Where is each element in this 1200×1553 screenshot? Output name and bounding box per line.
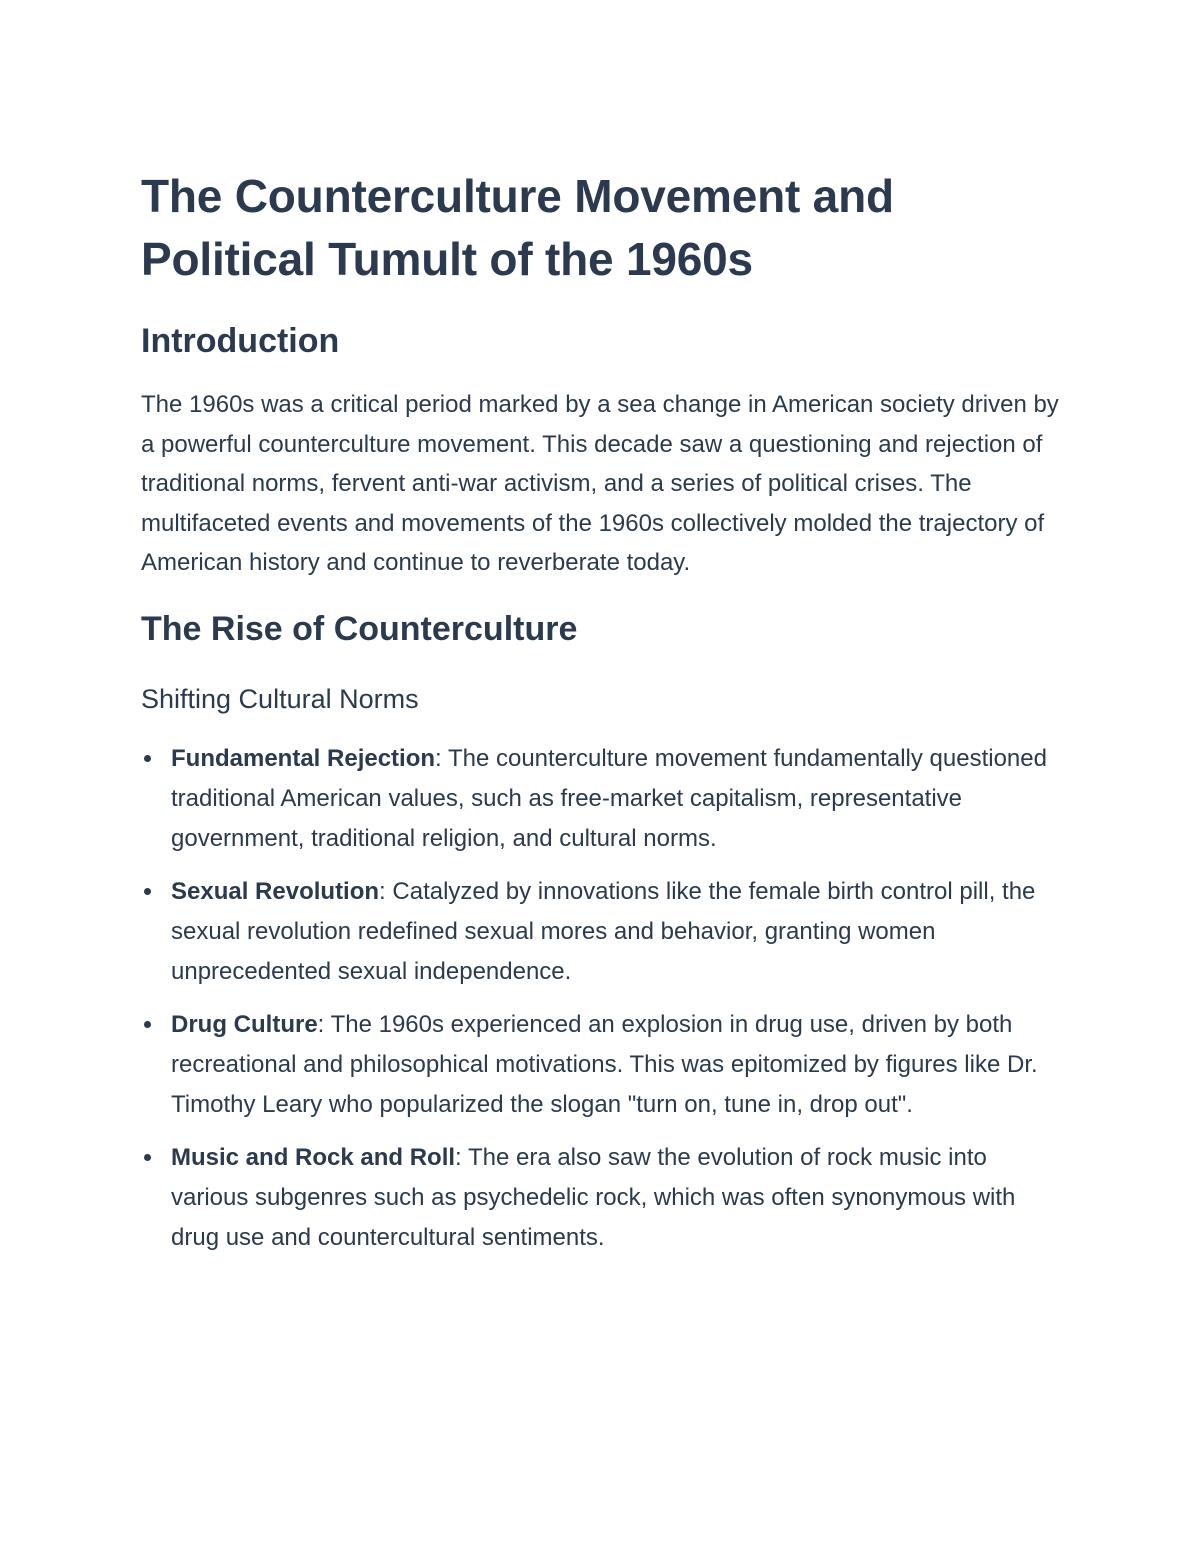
list-item	[141, 1005, 1061, 1125]
list-item-term: Drug Culture	[171, 1010, 318, 1038]
bullet-icon	[144, 1154, 151, 1161]
list-item-text: : The era also saw the evolution of rock music into various subgenres such as psychedelic rock, which was often synonymous with drug use and countercultural sentiments.	[171, 1143, 1016, 1251]
document-page	[141, 165, 1061, 1271]
list-item-text: : Catalyzed by innovations like the female birth control pill, the sexual revolution redefined sexual mores and behavior, granting women unprecedented sexual independence.	[171, 877, 1036, 985]
bullet-icon	[144, 755, 151, 762]
list-item	[141, 739, 1061, 859]
section-heading-rise-of-counterculture: The Rise of Counterculture	[141, 609, 578, 648]
list-item-text: : The 1960s experienced an explosion in drug use, driven by both recreational and philosophical motivations. This was epitomized by figures like Dr. Timothy Leary who popularized the slogan "turn on, tune in, drop out".	[171, 1010, 1038, 1118]
subsection-heading-shifting-cultural-norms: Shifting Cultural Norms	[141, 683, 419, 714]
list-item-term: Sexual Revolution	[171, 877, 380, 905]
bullet-icon	[144, 888, 151, 895]
list-item-term: Fundamental Rejection	[171, 744, 436, 772]
introduction-paragraph: The 1960s was a critical period marked by a sea change in American society driven by a powerful counterculture movement. This decade saw a questioning and rejection of traditional norms, fervent anti-war activism, and a series of political crises. The multifaceted events and movements of the 1960s collectively molded the trajectory of American history and continue to reverberate today.	[141, 391, 1059, 577]
page-title: The Counterculture Movement and Political Tumult of the 1960s	[141, 170, 894, 285]
list-item	[141, 1138, 1061, 1258]
list-item-text: : The counterculture movement fundamentally questioned traditional American values, such as free-market capitalism, representative government, traditional religion, and cultural norms.	[171, 744, 1047, 852]
list-item	[141, 872, 1061, 992]
bullet-icon	[144, 1021, 151, 1028]
cultural-norms-list	[141, 739, 1061, 1258]
section-heading-introduction: Introduction	[141, 322, 340, 360]
list-item-term: Music and Rock and Roll	[171, 1143, 456, 1171]
